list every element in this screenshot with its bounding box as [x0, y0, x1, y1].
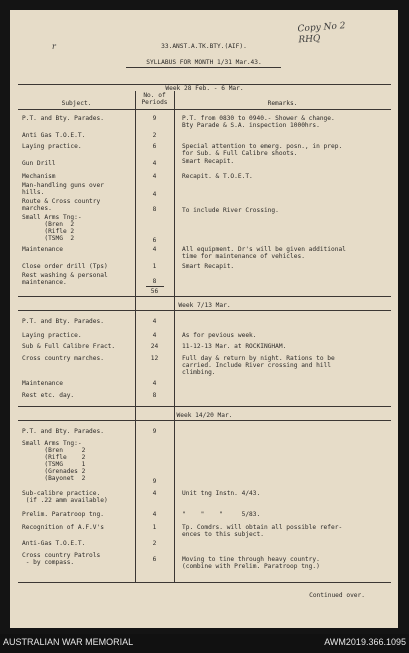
table-row-periods: 9 [152, 478, 157, 485]
column-header-subject: Subject. [61, 100, 92, 107]
table-row-subject: Small Arms Tng:- (Bren 2 (Rifle 2 (TSMG 2 [22, 214, 82, 242]
table-row-subject: Route & Cross country marches. [22, 198, 101, 212]
corner-mark: r [52, 42, 56, 51]
table-row-periods: 4 [152, 160, 157, 167]
table-row-periods: 4 [152, 511, 157, 518]
table-row-periods: 2 [152, 132, 157, 139]
table-row-remarks: 11-12-13 Mar. at ROCKINGHAM. [182, 343, 287, 350]
syllabus-title: SYLLABUS FOR MONTH 1/31 Mar.43. [146, 59, 262, 66]
table-row-periods: 4 [152, 490, 157, 497]
table-row-remarks: Full day & return by night. Rations to be carried. Include River crossing and hill climbing. [182, 355, 335, 376]
table-row-subject: Recognition of A.F.V's [22, 524, 104, 531]
unit-heading: 33.ANST.A.TK.BTY.(AIF). [161, 43, 247, 50]
table-row-subject: Gun Drill [22, 160, 56, 167]
table-row-subject: Maintenance [22, 246, 63, 253]
table-row-periods: 24 [150, 343, 159, 350]
table-row-subject: Anti Gas T.O.E.T. [22, 132, 86, 139]
table-row-remarks: Tp. Comdrs. will obtain all possible refer- ences to this subject. [182, 524, 343, 538]
week-heading: Week 7/13 Mar. [178, 302, 231, 309]
syllabus-table [10, 10, 398, 628]
week-total: 56 [150, 288, 159, 295]
table-row-subject: Rest washing & personal maintenance. [22, 272, 108, 286]
table-row-periods: 1 [152, 263, 157, 270]
table-row-subject: P.T. and Bty. Parades. [22, 318, 104, 325]
column-header-periods: No. of Periods [141, 92, 168, 106]
table-row-remarks: " " " 5/83. [182, 511, 261, 518]
table-row-remarks: All equipment. Dr's will be given additional time for maintenance of vehicles. [182, 246, 346, 260]
table-row-periods: 4 [152, 332, 157, 339]
table-row-subject: P.T. and Bty. Parades. [22, 115, 104, 122]
continued-over: Continued over. [309, 592, 365, 599]
table-row-periods: 8 [152, 206, 157, 213]
table-row-subject: Maintenance [22, 380, 63, 387]
table-row-subject: Laying practice. [22, 143, 82, 150]
table-row-remarks: As for pevious week. [182, 332, 257, 339]
table-row-subject: Small Arms Tng:- (Bren 2 (Rifle 2 (TSMG 1 (Grenades 2 (Bayonet 2 [22, 440, 86, 482]
table-row-subject: Cross country marches. [22, 355, 104, 362]
table-row-periods: 6 [152, 143, 157, 150]
footer-accession-number: AWM2019.366.1095 [324, 637, 406, 647]
week-heading: Week 28 Feb. - 6 Mar. [165, 85, 244, 92]
table-row-periods: 6 [152, 556, 157, 563]
table-row-periods: 4 [152, 318, 157, 325]
table-row-periods: 2 [152, 540, 157, 547]
table-row-periods: 1 [152, 524, 157, 531]
table-row-remarks: Recapit. & T.O.E.T. [182, 173, 253, 180]
table-row-subject: Mechanism [22, 173, 56, 180]
table-row-subject: Sub & Full Calibre Fract. [22, 343, 116, 350]
handwritten-copy-note: Copy No 2 RHQ [297, 21, 346, 46]
table-row-periods: 8 [152, 392, 157, 399]
document-page [10, 10, 398, 628]
table-row-subject: Cross country Patrols - by compass. [22, 552, 101, 566]
table-row-subject: Close order drill (Tps) [22, 263, 108, 270]
table-row-subject: Anti-Gas T.O.E.T. [22, 540, 86, 547]
table-row-periods: 4 [152, 380, 157, 387]
table-row-periods: 9 [152, 428, 157, 435]
table-row-periods: 9 [152, 115, 157, 122]
table-row-remarks: P.T. from 0830 to 0940.- Shower & change. Bty Parade & S.A. inspection 1000hrs. [182, 115, 335, 129]
table-row-periods: 8 [152, 278, 157, 285]
table-row-subject: Laying practice. [22, 332, 82, 339]
table-row-subject: Rest etc. day. [22, 392, 75, 399]
footer-institution: AUSTRALIAN WAR MEMORIAL [3, 637, 134, 647]
table-row-periods: 4 [152, 246, 157, 253]
table-row-subject: Sub-calibre practice. (if .22 amm available) [22, 490, 108, 504]
table-row-remarks: To include River Crossing. [182, 207, 279, 214]
table-row-remarks: Special attention to emerg. posn., in prep. for Sub. & Full Calibre shoots. [182, 143, 343, 157]
table-row-remarks: Unit tng Instn. 4/43. [182, 490, 261, 497]
table-row-periods: 4 [152, 173, 157, 180]
table-row-remarks: Smart Recapit. [182, 263, 235, 270]
table-row-periods: 4 [152, 191, 157, 198]
table-row-periods: 6 [152, 237, 157, 244]
table-row-remarks: Smart Recapit. [182, 158, 235, 165]
table-row-subject: P.T. and Bty. Parades. [22, 428, 104, 435]
week-heading: Week 14/20 Mar. [176, 412, 233, 419]
table-row-subject: Prelim. Paratroop tng. [22, 511, 104, 518]
total-underline [146, 286, 164, 287]
table-row-remarks: Moving to tine through heavy country. (combine with Prelim. Paratroop tng.) [182, 556, 320, 570]
column-header-remarks: Remarks. [267, 100, 298, 107]
table-row-subject: Man-handling guns over hills. [22, 182, 104, 196]
table-row-periods: 12 [150, 355, 159, 362]
